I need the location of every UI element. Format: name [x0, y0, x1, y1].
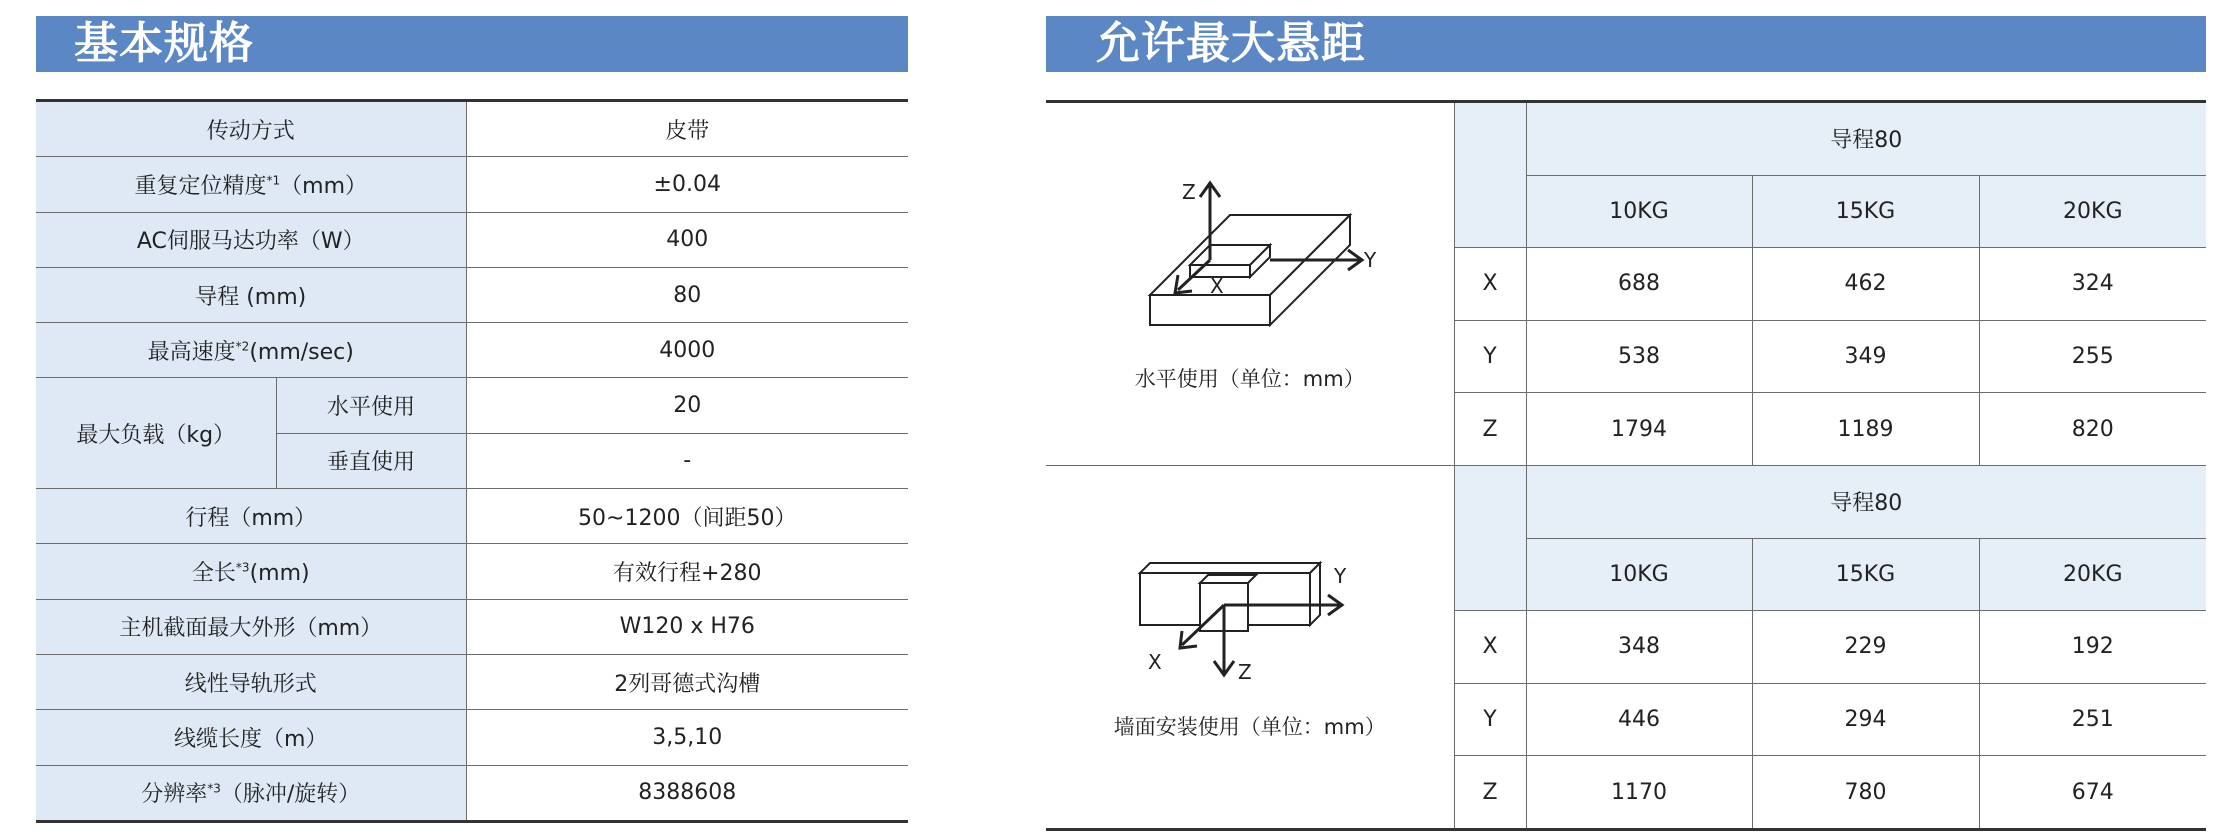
- overhang-value: 538: [1526, 320, 1752, 393]
- overhang-value: 446: [1526, 683, 1752, 756]
- horizontal-use-label: 水平使用: [276, 378, 466, 433]
- load-header: 15KG: [1752, 538, 1979, 611]
- spec-label: 传动方式: [36, 101, 466, 157]
- overhang-value: 251: [1979, 683, 2206, 756]
- max-load-label: 最大负载（kg）: [36, 378, 276, 489]
- load-header: 10KG: [1526, 538, 1752, 611]
- spec-value: 皮带: [466, 101, 908, 157]
- spec-value: 4000: [466, 323, 908, 378]
- load-header: 20KG: [1979, 175, 2206, 248]
- axis-label: X: [1454, 248, 1526, 321]
- spec-label: 分辨率$^{*3}$（脉冲/旋转）: [36, 765, 466, 821]
- overhang-value: 294: [1752, 683, 1979, 756]
- load-header: 20KG: [1979, 538, 2206, 611]
- z-axis-label: Z: [1237, 659, 1252, 684]
- spec-value: 2列哥德式沟槽: [466, 654, 908, 709]
- spec-value: 8388608: [638, 780, 737, 806]
- overhang-value: 1794: [1526, 393, 1752, 466]
- spec-label: AC伺服马达功率（W）: [36, 212, 466, 267]
- axis-label: Z: [1454, 393, 1526, 466]
- y-axis-label: Y: [1363, 247, 1376, 272]
- horizontal-diagram-cell: [1046, 102, 1454, 466]
- y-axis-label: Y: [1333, 563, 1346, 588]
- load-header: 10KG: [1526, 175, 1752, 248]
- x-axis-label: X: [1147, 649, 1162, 674]
- basic-spec-title: 基本规格: [36, 16, 908, 72]
- spec-value: 50~1200（间距50）: [466, 489, 908, 544]
- spec-value: 有效行程+280: [466, 544, 908, 599]
- overhang-value: 820: [1979, 393, 2206, 466]
- spec-value: ±0.04: [466, 157, 908, 212]
- spec-row: [36, 267, 908, 322]
- spec-value: 3,5,10: [466, 710, 908, 765]
- spec-row: [36, 544, 908, 599]
- horizontal-load-value: 20: [466, 378, 908, 433]
- spec-label: 导程 (mm): [36, 267, 466, 322]
- axis-header-cell: [1454, 102, 1526, 248]
- spec-label: 全长$^{*3}$(mm): [36, 544, 466, 599]
- overhang-value: 192: [1979, 611, 2206, 684]
- overhang-value: 324: [1979, 248, 2206, 321]
- spec-label: 线性导轨形式: [36, 654, 466, 709]
- max-overhang-title: 允许最大悬距: [1046, 16, 2206, 72]
- overhang-value: 674: [1979, 756, 2206, 830]
- horizontal-mount-diagram: [1120, 175, 1380, 355]
- z-axis-label: Z: [1181, 179, 1196, 204]
- overhang-value: 349: [1752, 320, 1979, 393]
- axis-label: Y: [1454, 320, 1526, 393]
- lead-header: 导程80: [1526, 465, 2206, 538]
- spec-value: 80: [466, 267, 908, 322]
- overhang-value: 1189: [1752, 393, 1979, 466]
- lead-header: 导程80: [1526, 102, 2206, 176]
- spec-row: [36, 599, 908, 654]
- x-axis-label: X: [1209, 273, 1224, 298]
- overhang-value: 780: [1752, 756, 1979, 830]
- spec-row: [36, 654, 908, 709]
- overhang-value: 255: [1979, 320, 2206, 393]
- overhang-table: [1046, 100, 2206, 831]
- spec-row: [36, 323, 908, 378]
- spec-value: 400: [466, 212, 908, 267]
- spec-row: [36, 101, 908, 157]
- wall-mount-diagram: [1120, 553, 1380, 703]
- spec-label: 主机截面最大外形（mm）: [36, 599, 466, 654]
- spec-row: [36, 157, 908, 212]
- spec-row: [36, 765, 908, 821]
- spec-value: W120 x H76: [466, 599, 908, 654]
- spec-row: [36, 489, 908, 544]
- spec-row: [36, 378, 908, 433]
- horizontal-caption: 水平使用（单位：mm）: [1134, 366, 1365, 391]
- spec-label: 线缆长度（m）: [36, 710, 466, 765]
- axis-header-cell: [1454, 465, 1526, 610]
- wall-caption: 墙面安装使用（单位：mm）: [1113, 714, 1386, 739]
- spec-table: [36, 99, 908, 823]
- axis-label: Z: [1454, 756, 1526, 830]
- spec-row: [36, 212, 908, 267]
- overhang-value: 688: [1526, 248, 1752, 321]
- spec-label: 重复定位精度$^{*1}$（mm）: [36, 157, 466, 212]
- vertical-load-value: -: [466, 433, 908, 488]
- overhang-value: 1170: [1611, 779, 1667, 805]
- overhang-value: 462: [1752, 248, 1979, 321]
- axis-label: X: [1454, 611, 1526, 684]
- spec-row: [36, 710, 908, 765]
- load-header: 15KG: [1752, 175, 1979, 248]
- wall-diagram-cell: [1046, 465, 1454, 829]
- overhang-value: 229: [1752, 611, 1979, 684]
- vertical-use-label: 垂直使用: [276, 433, 466, 488]
- spec-label: 最高速度$^{*2}$(mm/sec): [36, 323, 466, 378]
- overhang-value: 348: [1526, 611, 1752, 684]
- spec-label: 行程（mm）: [36, 489, 466, 544]
- axis-label: Y: [1454, 683, 1526, 756]
